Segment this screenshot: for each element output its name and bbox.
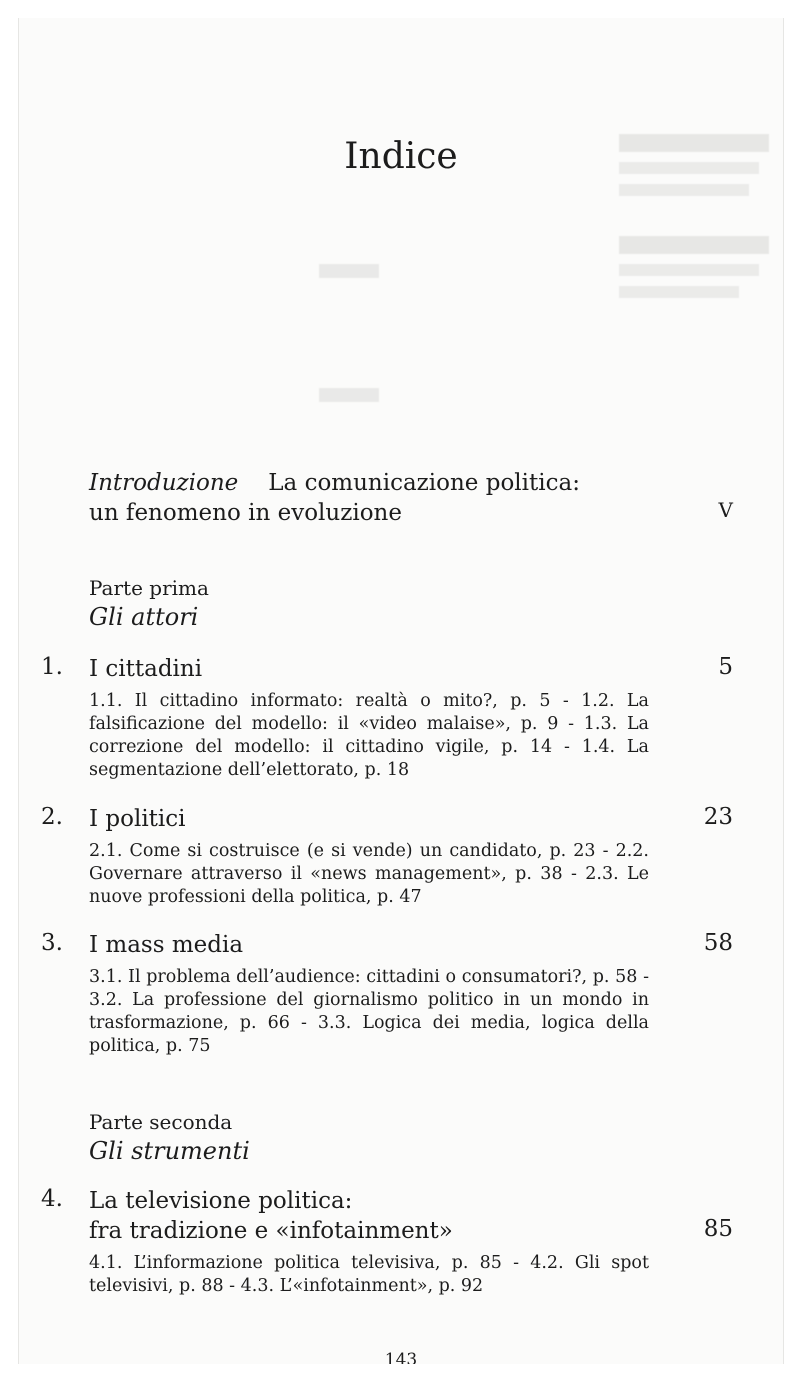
chapter-number: 4.: [41, 1186, 63, 1212]
chapter-sections: 4.1. L’informazione politica televisiva, p. 85 - 4.2. Gli spot televisivi, p. 88 - 4.3. L’«infotainment», p. 92: [89, 1253, 649, 1296]
chapter-page-number: 58: [703, 930, 733, 956]
chapter-page-number: 5: [718, 654, 733, 680]
chapter-page-number: 23: [703, 804, 733, 830]
introduction-label: Introduzione: [89, 470, 239, 496]
chapter-number: 2.: [41, 804, 63, 830]
part-title: Gli attori: [89, 603, 199, 631]
chapter-title: [89, 1186, 649, 1246]
chapter-number: 1.: [41, 654, 63, 680]
part-label: Parte prima: [89, 576, 209, 600]
chapter-title: I politici: [89, 806, 186, 832]
part-title: Gli strumenti: [89, 1137, 250, 1165]
introduction-title-line2: un fenomeno in evoluzione: [89, 500, 402, 526]
chapter-sections: 1.1. Il cittadino informato: realtà o mito?, p. 5 - 1.2. La falsificazione del modello: il «video malaise», p. 9 - 1.3. La correzione del modello: il cittadino vigile, p. 14 - 1.4. La segmentazione dell’elettorato, p. 18: [89, 691, 649, 780]
chapter-sections: 2.1. Come si costruisce (e si vende) un candidato, p. 23 - 2.2. Governare attraverso il «news management», p. 38 - 2.3. Le nuove professioni della politica, p. 47: [89, 841, 649, 907]
show-through-text-left: [319, 258, 379, 408]
chapter-sections: 3.1. Il problema dell’audience: cittadini o consumatori?, p. 58 - 3.2. La professione del giornalismo politico in un mondo in trasformazione, p. 66 - 3.3. Logica dei media, logica della politica, p. 75: [89, 967, 649, 1056]
chapter-title-line2: fra tradizione e «infotainment»: [89, 1218, 453, 1244]
toc-introduction: [89, 468, 729, 528]
part-label: Parte seconda: [89, 1110, 233, 1134]
introduction-page-number: V: [718, 498, 733, 522]
chapter-title-line1: La televisione politica:: [89, 1188, 353, 1214]
chapter-page-number: 85: [703, 1216, 733, 1242]
introduction-title-line1: [89, 468, 729, 498]
introduction-title-text: La comunicazione politica:: [268, 470, 580, 496]
chapter-number: 3.: [41, 930, 63, 956]
page-title: Indice: [344, 136, 458, 177]
book-page: [18, 18, 784, 1364]
chapter-title: I mass media: [89, 932, 244, 958]
chapter-title: I cittadini: [89, 656, 203, 682]
page-folio: 143: [384, 1350, 418, 1364]
